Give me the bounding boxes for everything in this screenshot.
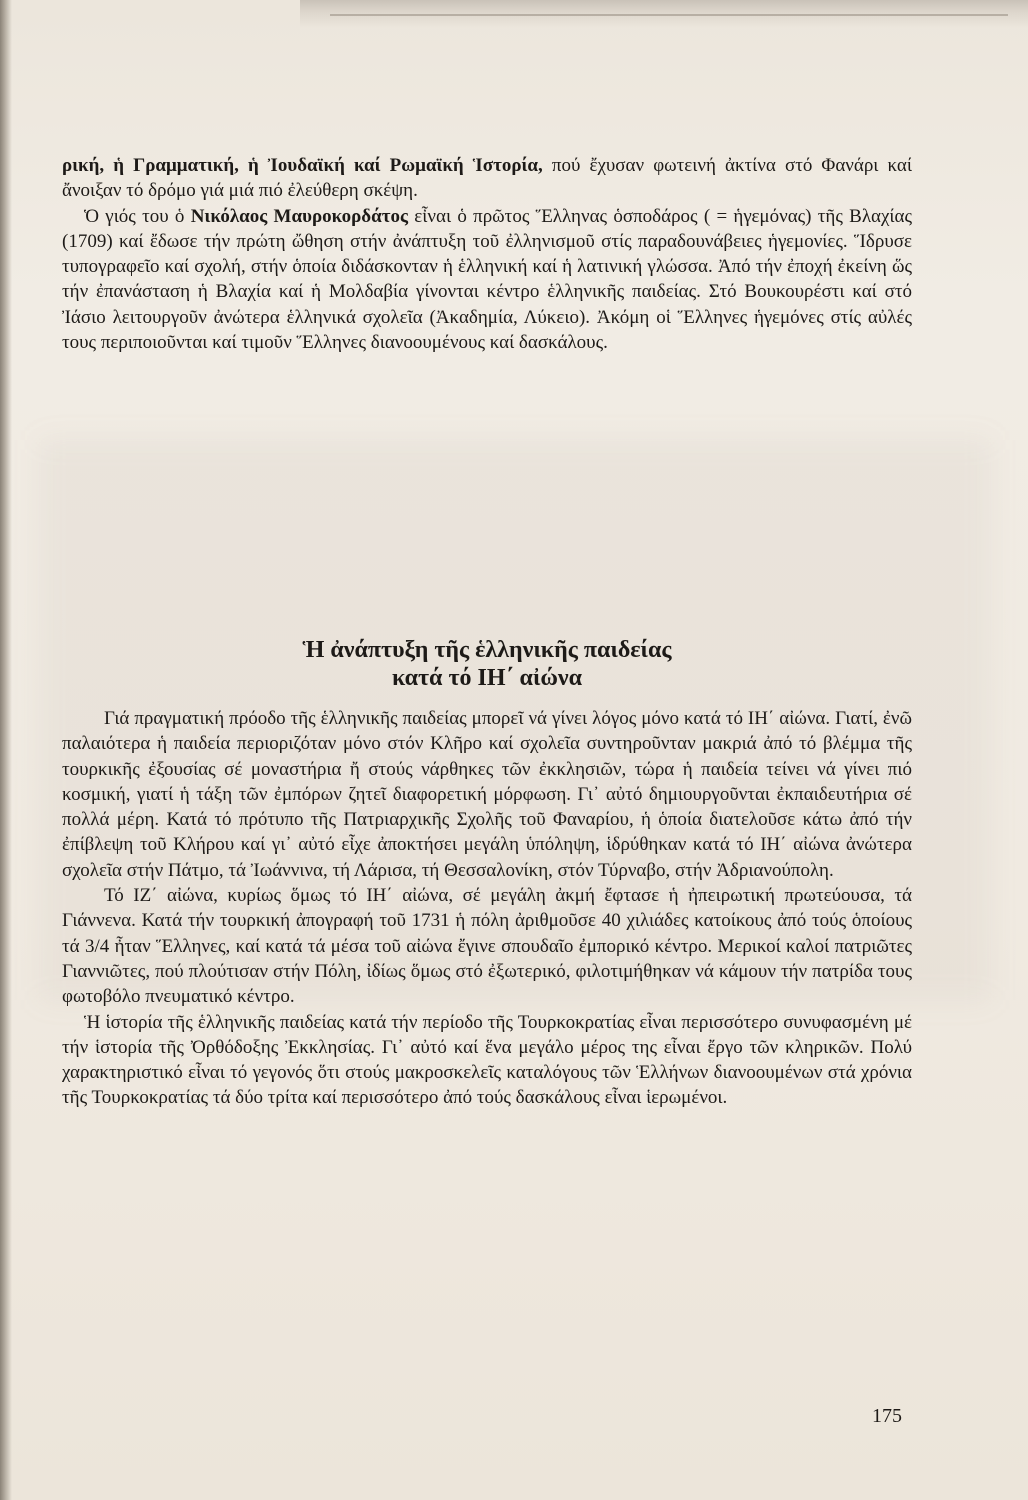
paragraph-2-bold-name: Νικόλαος Μαυροκορδάτος — [190, 205, 409, 227]
page-number: 175 — [872, 1405, 902, 1427]
paragraph-2-lead: Ὁ γιός του ὁ — [84, 205, 191, 227]
paragraph-5: Ἡ ἱστορία τῆς ἑλληνικῆς παιδείας κατά τήν περίοδο τῆς Τουρκοκρατίας εἶναι περισσότερο συνυφασμένη μέ τήν ἱστορία τῆς Ὀρθόδοξης Ἐκκλησίας. Γι᾽ αὐτό καί ἕνα μεγάλο μέρος της εἶναι ἔργο τῶν κληρικῶν. Πολύ χαρακτηριστικό εἶναι τό γεγονός ὅτι στούς μακροσκελεῖς καταλόγους τῶν Ἑλλήνων διανοουμένων στά χρόνια τῆς Τουρκοκρατίας τά δύο τρίτα καί περισσότερο ἀπό τούς δασκάλους εἶναι ἱερωμένοι. — [62, 1011, 912, 1109]
bottom-text-block — [62, 706, 912, 1111]
paragraph-1 — [62, 153, 912, 204]
section-title-line-2: κατά τό ΙΗ΄ αἰώνα — [391, 665, 583, 691]
page-top-rule — [330, 14, 1008, 16]
paragraph-1-text: πού ἔχυσαν φωτεινή ἀκτίνα στό Φανάρι καί ἄνοιξαν τό δρόμο γιά μιά πιό ἐλεύθερη σκέψη. — [62, 155, 912, 202]
paragraph-4: Τό ΙΖ΄ αἰώνα, κυρίως ὅμως τό ΙΗ΄ αἰώνα, σέ μεγάλη ἀκμή ἔφτασε ἡ ἠπειρωτική πρωτεύουσα, τά Γιάννενα. Κατά τήν τουρκική ἀπογραφή τοῦ 1731 ἡ πόλη ἀριθμοῦσε 40 χιλιάδες κατοίκους ἀπό τούς ὁποίους τά 3/4 ἦταν Ἕλληνες, καί κατά τά μέσα τοῦ αἰώνα ἔγινε σπουδαῖο ἐμπορικό κέντρο. Μερικοί καλοί πατριῶτες Γιαννιῶτες, πού πλούτισαν στήν Πόλη, ἰδίως ὅμως στό ἐξωτερικό, φιλοτιμήθηκαν νά κάμουν τήν πατρίδα τους φωτοβόλο πνευματικό κέντρο. — [62, 885, 912, 1008]
page-left-edge-shadow — [0, 0, 12, 1500]
paragraph-1-bold-lead: ρική, ἡ Γραμματική, ἡ Ἰουδαϊκή καί Ρωμαϊκή Ἱστορία, — [62, 155, 543, 176]
paragraph-2 — [62, 204, 912, 356]
paragraph-3: Γιά πραγματική πρόοδο τῆς ἑλληνικῆς παιδείας μπορεῖ νά γίνει λόγος μόνο κατά τό ΙΗ΄ αἰώνα. Γιατί, ἐνῶ παλαιότερα ἡ παιδεία περιοριζόταν μόνο στόν Κλῆρο καί σχολεῖα συντηροῦνταν μακριά ἀπό τό βλέμμα τῆς τουρκικῆς ἐξουσίας σέ μοναστήρια ἤ στούς νάρθηκες τῶν ἐκκλησιῶν, τώρα ἡ παιδεία τείνει νά γίνει πιό κοσμική, γιατί ἡ τάξη τῶν ἐμπόρων ζητεῖ διαφορετική μόρφωση. Γι᾽ αὐτό δημιουργοῦνται ἐκπαιδευτήρια σέ πολλά μέρη. Κατά τό πρότυπο τῆς Πατριαρχικῆς Σχολῆς τοῦ Φαναρίου, ἡ ὁποία διατελοῦσε κάτω ἀπό τήν ἐπίβλεψη τοῦ Κλήρου καί γι᾽ αὐτό εἶχε ἀποκτήσει μεγάλη ὑπόληψη, ἱδρύθηκαν κατά τό ΙΗ΄ αἰώνα ἀνώτερα σχολεῖα στήν Πάτμο, τά Ἰωάννινα, τή Λάρισα, τή Θεσσαλονίκη, στόν Τύρναβο, στήν Ἀδριανούπολη. — [62, 708, 912, 881]
paragraph-2-text: εἶναι ὁ πρῶτος Ἕλληνας ὁσποδάρος ( = ἡγεμόνας) τῆς Βλαχίας (1709) καί ἔδωσε τήν πρώτη ὤθηση στήν ἀνάπτυξη τοῦ ἐλληνισμοῦ στίς παραδουνάβειες ἡγεμονίες. Ἵδρυσε τυπογραφεῖο καί σχολή, στήν ὁποία διδάσκονταν ἡ ἑλληνική καί ἡ λατινική γλώσσα. Ἀπό τήν ἐποχή ἐκείνη ὥς τήν ἐπανάσταση ἡ Βλαχία καί ἡ Μολδαβία γίνονται κέντρο ἑλληνικῆς παιδείας. Στό Βουκουρέστι καί στό Ἰάσιο λειτουργοῦν ἀνώτερα ἑλληνικά σχολεῖα (Ἀκαδημία, Λύκειο). Ἀκόμη οἱ Ἕλληνες ἡγεμόνες στίς αὐλές τους περιποιοῦνται καί τιμοῦν Ἕλληνες διανοουμένους καί δασκάλους. — [62, 205, 913, 354]
section-title — [62, 636, 912, 692]
top-text-block — [62, 153, 912, 355]
section-title-line-1: Ἡ ἀνάπτυξη τῆς ἑλληνικῆς παιδείας — [302, 637, 672, 663]
